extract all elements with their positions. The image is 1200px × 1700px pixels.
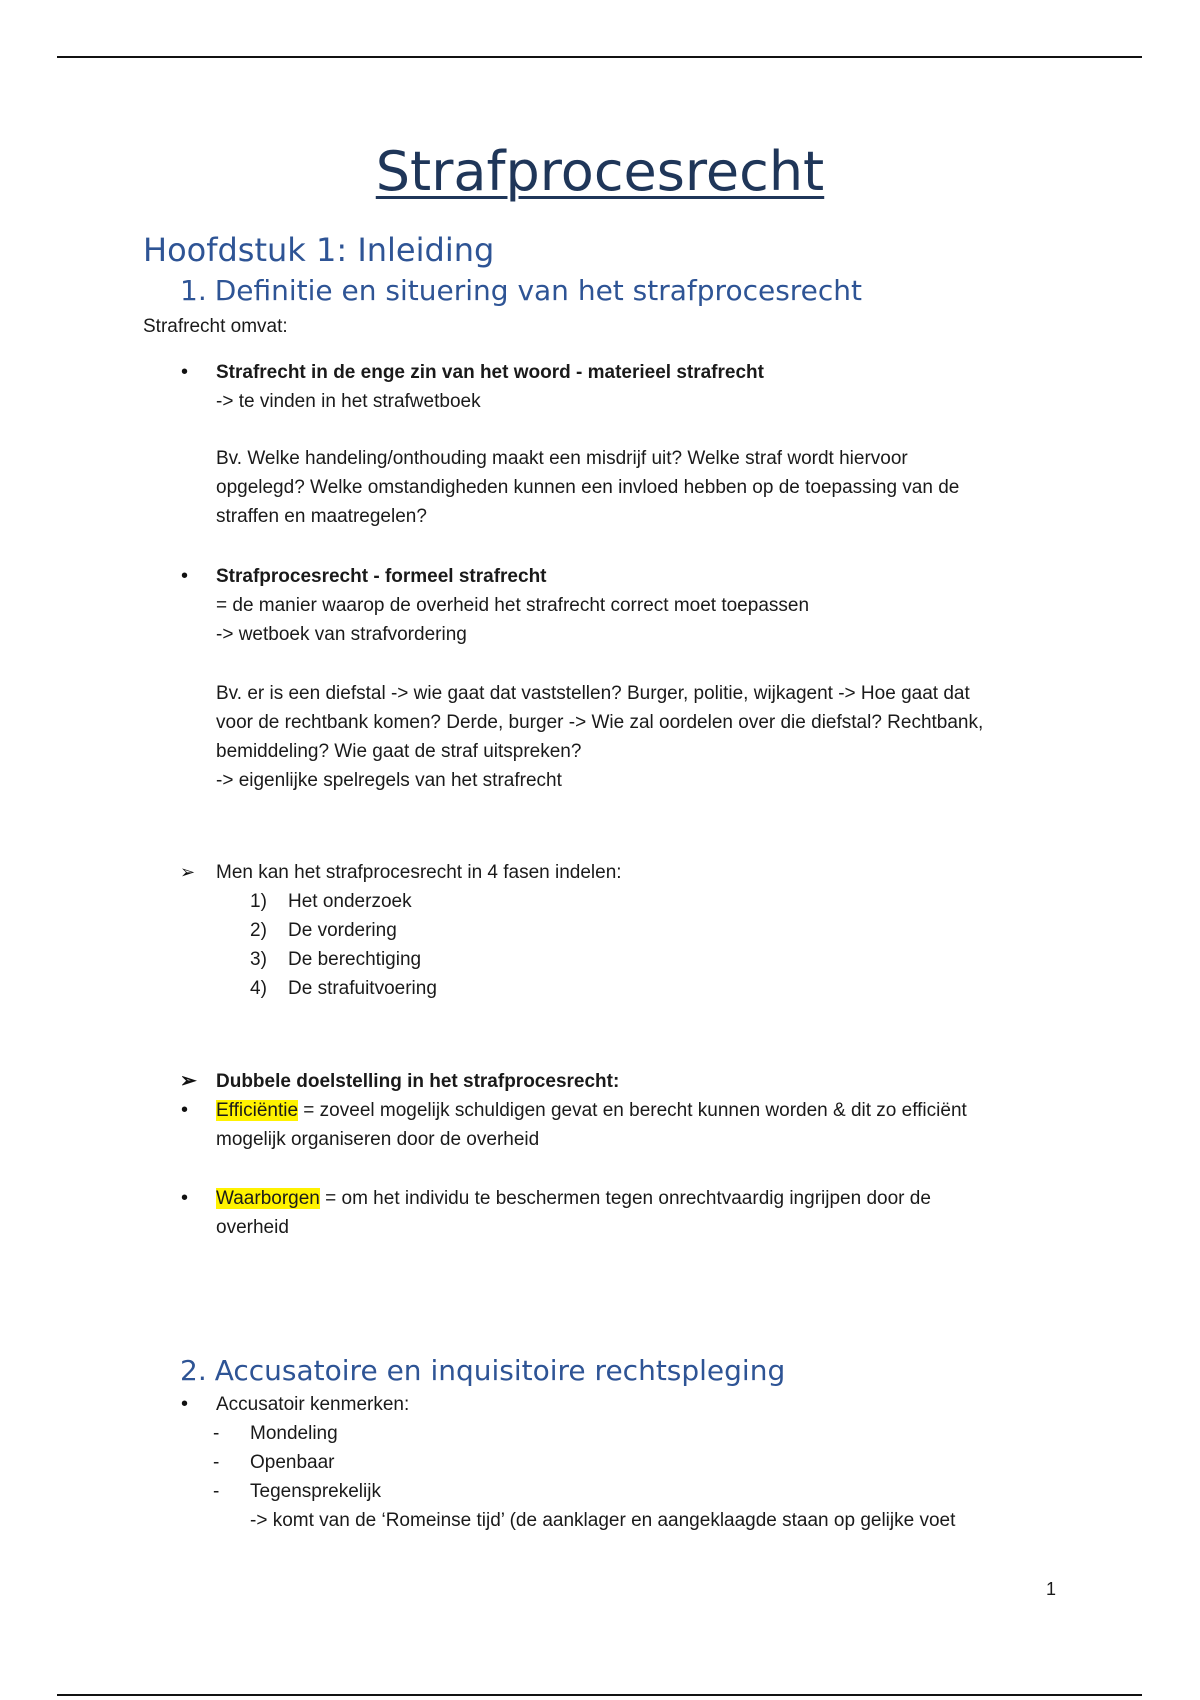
example-line: Bv. Welke handeling/onthouding maakt een misdrijf uit? Welke straf wordt hiervoor — [216, 448, 908, 469]
example-materieel — [216, 444, 1046, 531]
list-number: 3) — [250, 949, 267, 970]
list-note: -> komt van de ‘Romeinse tijd’ (de aanklager en aangeklaagde staan op gelijke voet — [250, 1510, 956, 1531]
goal-text: = zoveel mogelijk schuldigen gevat en berecht kunnen worden & dit zo efficiënt — [298, 1100, 967, 1121]
header-rule — [57, 56, 1142, 58]
accusatoir-list — [213, 1419, 955, 1535]
section-2-title: Accusatoire en inquisitoire rechtspleging — [214, 1354, 786, 1387]
example-formeel — [216, 679, 1046, 795]
page-number: 1 — [1046, 1579, 1057, 1599]
example-line: Bv. er is een diefstal -> wie gaat dat vaststellen? Burger, politie, wijkagent -> Hoe gaat dat — [216, 683, 970, 704]
section-1-number: 1. — [180, 274, 207, 307]
goal-line — [216, 1184, 1046, 1213]
goal-line: mogelijk organiseren door de overheid — [216, 1129, 540, 1150]
arrow-bullet-icon: ➢ — [180, 862, 196, 882]
example-line: -> eigenlijke spelregels van het strafrecht — [216, 770, 562, 791]
goal-guarantees — [216, 1184, 1046, 1242]
dash-bullet: - — [213, 1423, 220, 1444]
list-label: Het onderzoek — [288, 891, 412, 912]
list-label: Tegensprekelijk — [250, 1481, 381, 1502]
document-title: Strafprocesrecht — [375, 140, 825, 203]
list-item — [213, 1448, 955, 1477]
section-1-title: Definitie en situering van het strafprocesrecht — [214, 274, 863, 307]
list-number: 4) — [250, 978, 267, 999]
list-item — [250, 974, 437, 1003]
highlighted-term: Efficiëntie — [216, 1100, 299, 1121]
section-2-intro — [216, 1390, 1046, 1419]
arrow-bullet-icon: ➢ — [180, 1070, 197, 1092]
item-sub: -> te vinden in het strafwetboek — [216, 391, 481, 412]
phases-list — [250, 887, 437, 1003]
list-item — [213, 1477, 955, 1506]
list-label: De vordering — [288, 920, 397, 941]
list-item — [250, 887, 437, 916]
list-number: 1) — [250, 891, 267, 912]
section-1-intro: Strafrecht omvat: — [143, 316, 288, 337]
item-line: = de manier waarop de overheid het strafrecht correct moet toepassen — [216, 595, 810, 616]
list-label: Openbaar — [250, 1452, 335, 1473]
section-2-heading — [180, 1353, 785, 1389]
list-label: De berechtiging — [288, 949, 422, 970]
footer-rule — [57, 1694, 1142, 1696]
list-label: Mondeling — [250, 1423, 338, 1444]
item-title: Strafprocesrecht - formeel strafrecht — [216, 566, 547, 587]
list-item — [213, 1419, 955, 1448]
item-line: -> wetboek van strafvordering — [216, 624, 467, 645]
goal-line — [216, 1096, 1046, 1125]
item-title: Strafrecht in de enge zin van het woord - materieel strafrecht — [216, 362, 764, 383]
goals-title-text: Dubbele doelstelling in het strafprocesrecht: — [216, 1071, 620, 1092]
list-item — [250, 945, 437, 974]
section-2-intro-text: Accusatoir kenmerken: — [216, 1394, 410, 1415]
dash-bullet: - — [213, 1452, 220, 1473]
section-2-number: 2. — [180, 1354, 207, 1387]
list-number: 2) — [250, 920, 267, 941]
list-item — [213, 1506, 955, 1535]
example-line: voor de rechtbank komen? Derde, burger -> Wie zal oordelen over die diefstal? Rechtbank, — [216, 712, 984, 733]
phases-intro — [216, 858, 1046, 887]
bullet-icon: • — [181, 1393, 189, 1415]
bullet-icon: • — [181, 1099, 189, 1121]
example-line: opgelegd? Welke omstandigheden kunnen een invloed hebben op de toepassing van de — [216, 477, 960, 498]
example-line: bemiddeling? Wie gaat de straf uitspreken? — [216, 741, 582, 762]
bullet-icon: • — [181, 361, 189, 383]
bullet-icon: • — [181, 565, 189, 587]
bullet-icon: • — [181, 1187, 189, 1209]
goal-efficiency — [216, 1096, 1046, 1154]
goals-title — [216, 1067, 1046, 1096]
section-1-heading — [180, 273, 862, 309]
item-materieel-strafrecht — [216, 358, 1046, 416]
goal-text: = om het individu te beschermen tegen onrechtvaardig ingrijpen door de — [319, 1188, 931, 1209]
chapter-heading: Hoofdstuk 1: Inleiding — [143, 231, 495, 269]
item-formeel-strafrecht — [216, 562, 1046, 649]
list-item — [250, 916, 437, 945]
list-label: De strafuitvoering — [288, 978, 437, 999]
goal-line: overheid — [216, 1217, 289, 1238]
phases-intro-text: Men kan het strafprocesrecht in 4 fasen indelen: — [216, 862, 622, 883]
highlighted-term: Waarborgen — [216, 1188, 320, 1209]
example-line: straffen en maatregelen? — [216, 506, 427, 527]
dash-bullet: - — [213, 1481, 220, 1502]
